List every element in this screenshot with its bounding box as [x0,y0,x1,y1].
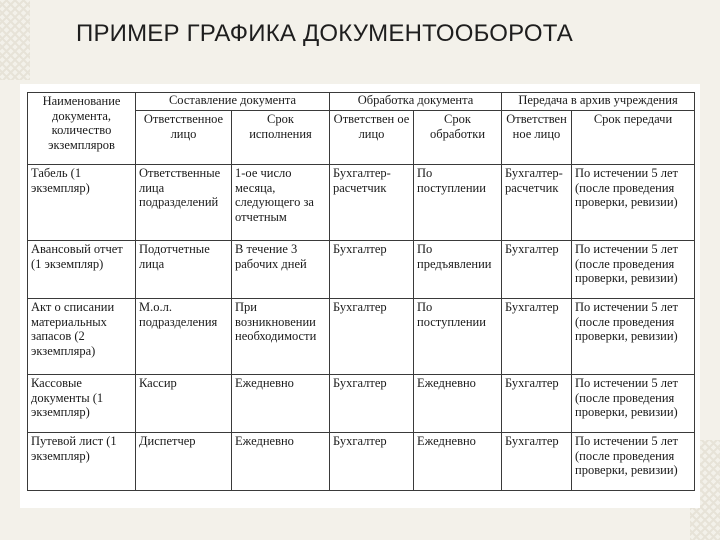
cell-compose-responsible: Ответственные лица подразделений [136,165,232,241]
subheader-process-responsible: Ответствен ое лицо [330,111,414,165]
cell-compose-deadline: Ежедневно [232,375,330,433]
subheader-archive-deadline: Срок передачи [572,111,695,165]
cell-compose-responsible: Диспетчер [136,433,232,491]
header-group-archive: Передача в архив учреждения [502,93,695,111]
cell-compose-deadline: При возникновении необходимости [232,299,330,375]
document-flow-table-image [20,84,700,508]
cell-compose-deadline: Ежедневно [232,433,330,491]
document-flow-table [27,92,695,491]
cell-archive-responsible: Бухгалтер [502,433,572,491]
header-document-name: Наименование документа, количество экземпляров [28,93,136,165]
cell-compose-responsible: Подотчетные лица [136,241,232,299]
header-group-compose: Составление документа [136,93,330,111]
cell-document: Табель (1 экземпляр) [28,165,136,241]
cell-compose-deadline: В течение 3 рабочих дней [232,241,330,299]
cell-document: Акт о списании материальных запасов (2 экземпляра) [28,299,136,375]
cell-process-responsible: Бухгалтер [330,299,414,375]
cell-archive-deadline: По истечении 5 лет (после проведения проверки, ревизии) [572,165,695,241]
table-row [28,375,695,433]
subheader-compose-deadline: Срок исполнения [232,111,330,165]
cell-compose-responsible: М.о.л. подразделения [136,299,232,375]
table-row [28,433,695,491]
decorative-corner-pattern [0,0,30,80]
table-row [28,165,695,241]
cell-process-responsible: Бухгалтер-расчетчик [330,165,414,241]
cell-document: Авансовый отчет (1 экземпляр) [28,241,136,299]
cell-process-deadline: По предъявлении [414,241,502,299]
header-group-process: Обработка документа [330,93,502,111]
subheader-archive-responsible: Ответствен ное лицо [502,111,572,165]
cell-process-deadline: Ежедневно [414,433,502,491]
cell-process-responsible: Бухгалтер [330,241,414,299]
cell-archive-responsible: Бухгалтер [502,375,572,433]
cell-document: Путевой лист (1 экземпляр) [28,433,136,491]
cell-process-responsible: Бухгалтер [330,433,414,491]
cell-process-deadline: По поступлении [414,299,502,375]
table-row [28,299,695,375]
cell-compose-responsible: Кассир [136,375,232,433]
cell-archive-deadline: По истечении 5 лет (после проведения проверки, ревизии) [572,433,695,491]
cell-archive-responsible: Бухгалтер [502,299,572,375]
cell-document: Кассовые документы (1 экземпляр) [28,375,136,433]
cell-archive-deadline: По истечении 5 лет (после проведения проверки, ревизии) [572,241,695,299]
cell-process-deadline: По поступлении [414,165,502,241]
subheader-compose-responsible: Ответственное лицо [136,111,232,165]
cell-process-deadline: Ежедневно [414,375,502,433]
subheader-process-deadline: Срок обработки [414,111,502,165]
slide-title: ПРИМЕР ГРАФИКА ДОКУМЕНТООБОРОТА [76,20,573,47]
cell-archive-responsible: Бухгалтер [502,241,572,299]
table-row [28,241,695,299]
cell-compose-deadline: 1-ое число месяца, следующего за отчетным [232,165,330,241]
cell-archive-deadline: По истечении 5 лет (после проведения проверки, ревизии) [572,299,695,375]
cell-archive-deadline: По истечении 5 лет (после проведения проверки, ревизии) [572,375,695,433]
cell-process-responsible: Бухгалтер [330,375,414,433]
cell-archive-responsible: Бухгалтер-расчетчик [502,165,572,241]
